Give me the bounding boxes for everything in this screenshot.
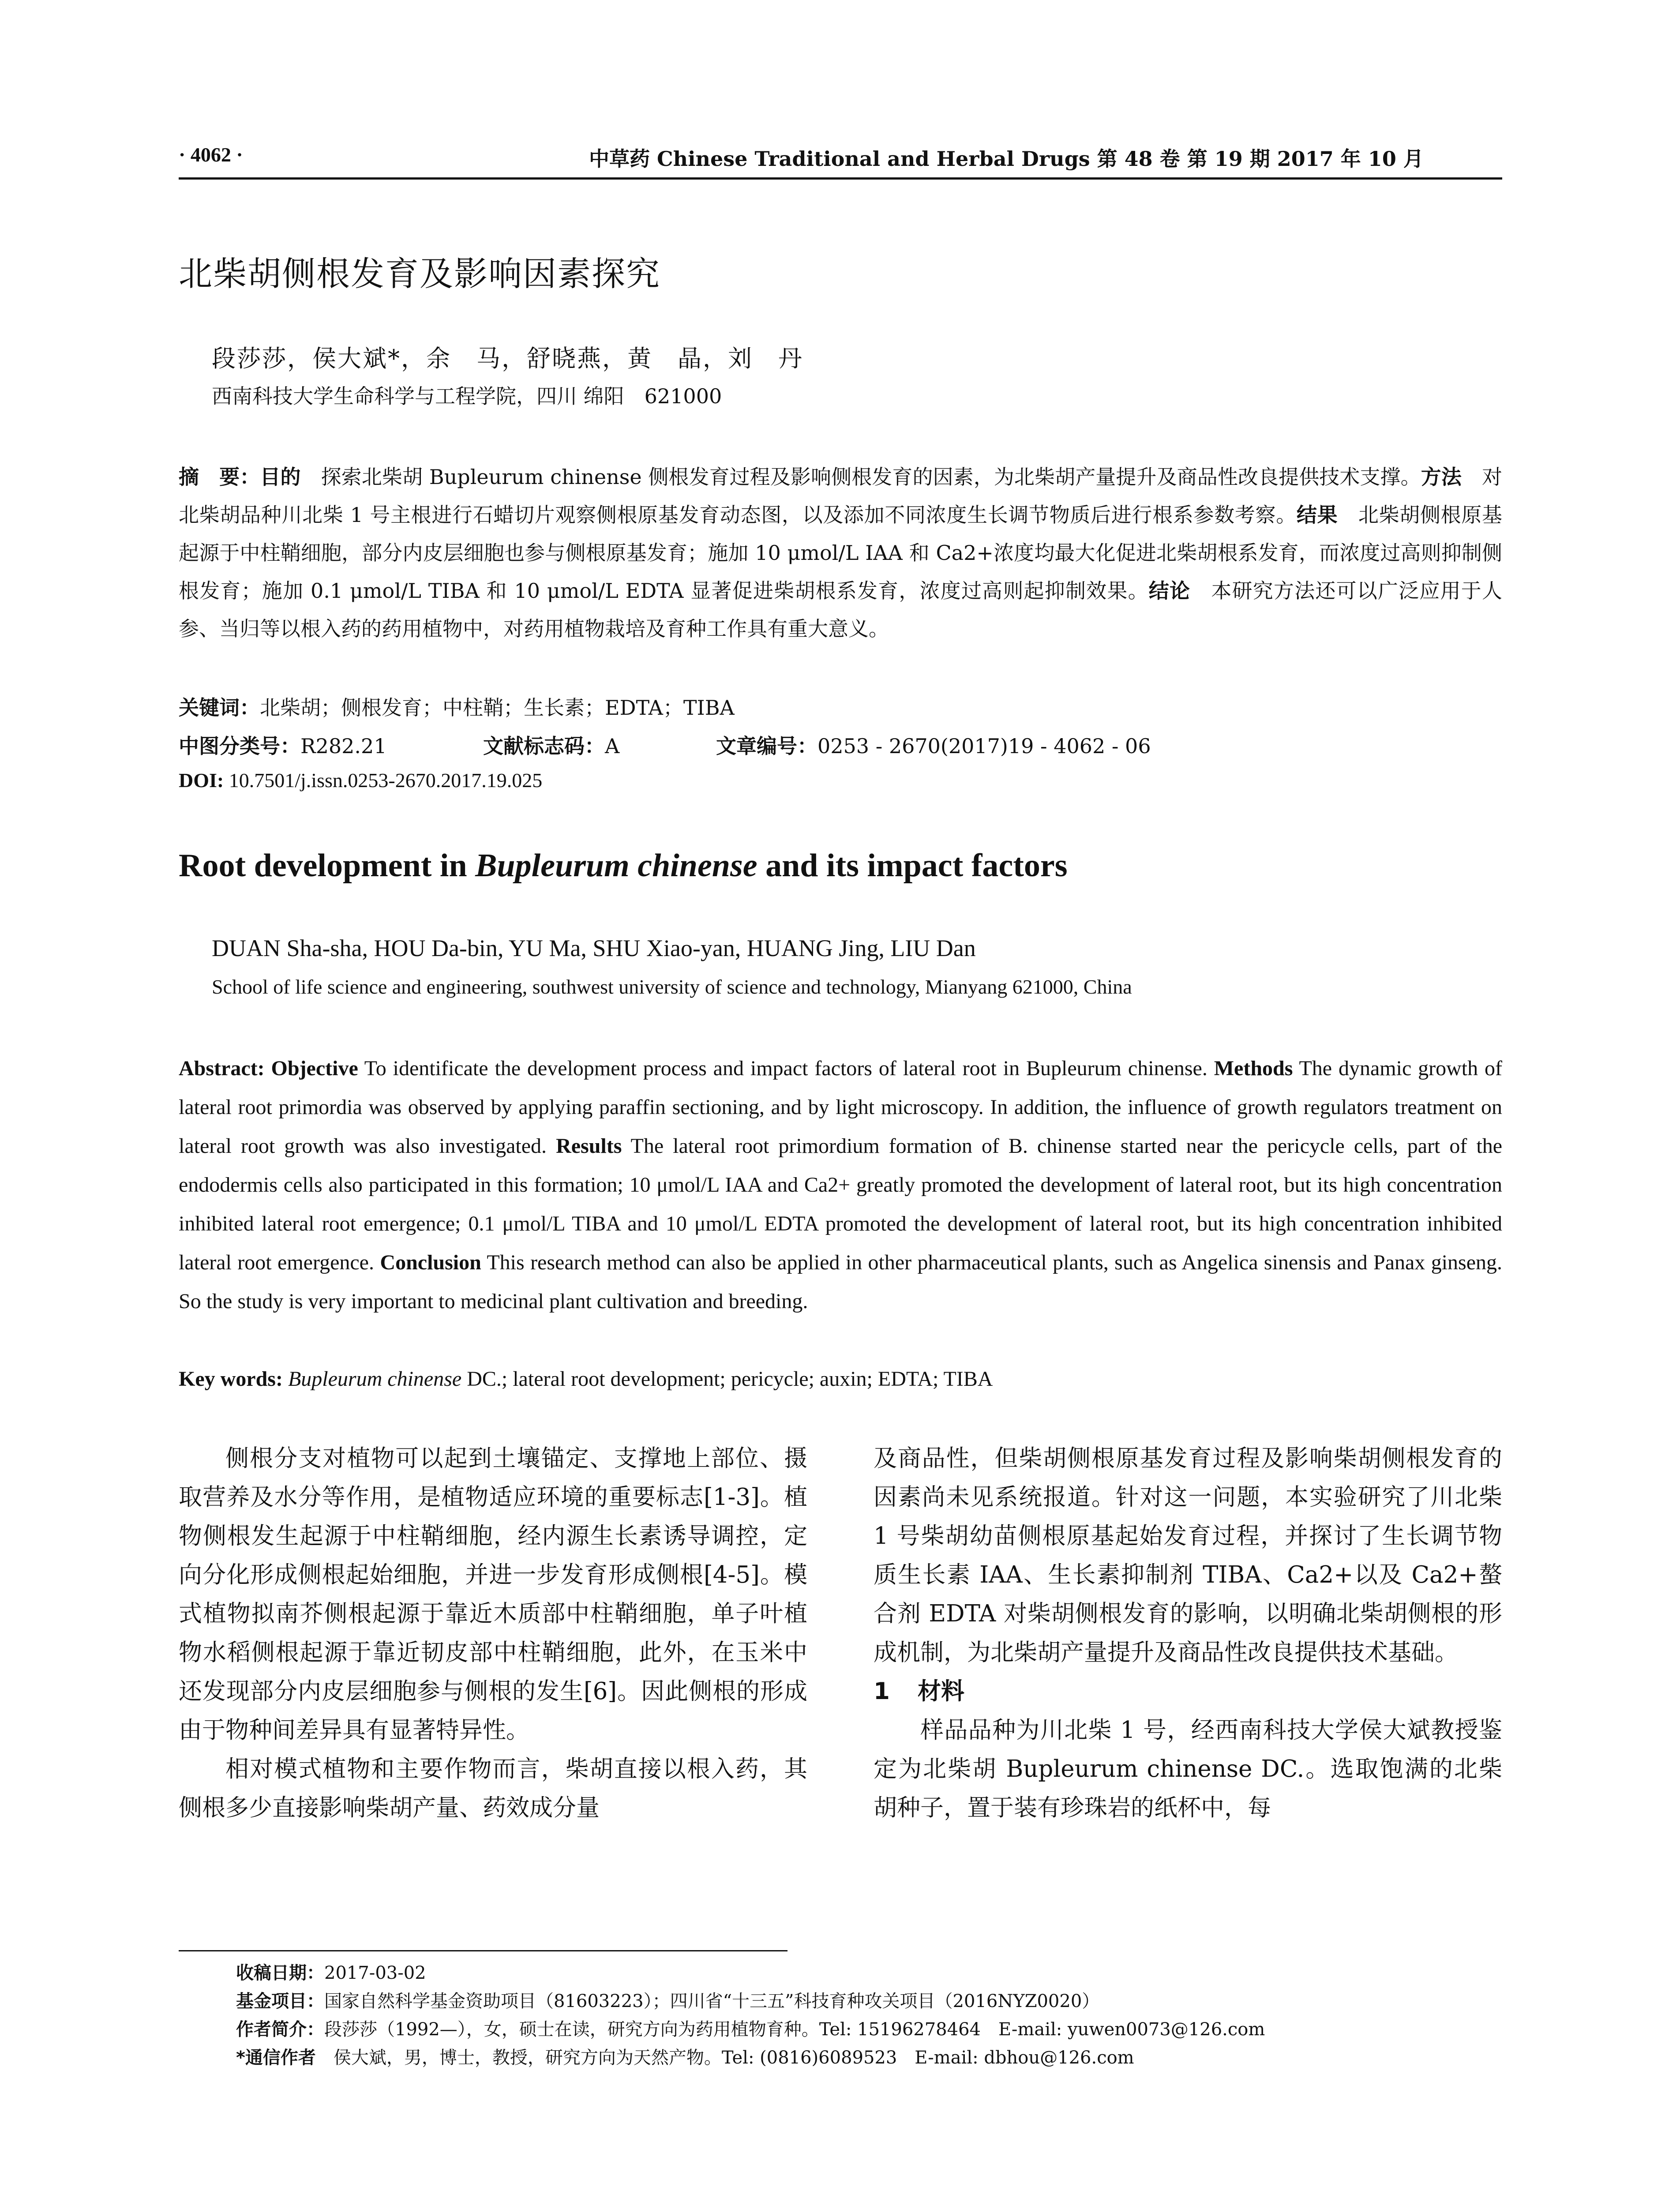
doi-label: DOI:: [179, 769, 224, 792]
body-paragraph-3: 样品品种为川北柴 1 号，经西南科技大学侯大斌教授鉴定为北柴胡 Bupleurum chinense DC.。选取饱满的北柴胡种子，置于装有珍珠岩的纸杯中，每: [874, 1717, 1502, 1821]
section-number: 1: [874, 1678, 890, 1705]
cn-affiliation: 西南科技大学生命科学与工程学院，四川 绵阳 621000: [212, 384, 722, 408]
en-results-label: Results: [556, 1134, 622, 1158]
footnote-received: [179, 1959, 1502, 1987]
en-keywords-rest: DC.; lateral root development; pericycle; auxin; EDTA; TIBA: [461, 1367, 993, 1391]
en-keywords: [179, 1367, 1502, 1391]
section-title: 材料: [918, 1678, 964, 1705]
body-paragraph-2-text: 相对模式植物和主要作物而言，柴胡直接以根入药，其侧根多少直接影响柴胡产量、药效成分量: [179, 1756, 807, 1821]
received-date: 2017-03-02: [324, 1963, 426, 1983]
doccode-cell: [483, 730, 619, 759]
body-column-right: [874, 1439, 1502, 1827]
cn-conclusion-label: 结论: [1148, 579, 1191, 603]
doi-link[interactable]: 10.7501/j.issn.0253-2670.2017.19.025: [224, 769, 543, 792]
received-label: 收稿日期：: [236, 1963, 324, 1983]
articleno-label: 文章编号：: [716, 734, 818, 758]
cn-results-label: 结果: [1296, 503, 1338, 527]
body-paragraph-2-start: [179, 1750, 807, 1827]
cn-keywords-text: 北柴胡；侧根发育；中柱鞘；生长素；EDTA；TIBA: [260, 696, 735, 720]
en-affiliation: School of life science and engineering, southwest university of science and technology, Mianyang 621000, China: [212, 975, 1132, 998]
en-title-species: Bupleurum chinense: [475, 848, 758, 884]
author-label: 作者简介：: [236, 2019, 324, 2040]
cn-results-text: 北柴胡侧根原基起源于中柱鞘细胞，部分内皮层细胞也参与侧根原基发育；施加 10 μmol/L IAA 和 Ca2+浓度均最大化促进北柴胡根系发育，而浓度过高则抑制侧根发育；施加 0.1 μmol/L TIBA 和 10 μmol/L EDTA 显著促进柴胡根系发育，浓度过高则起抑制效果。: [179, 503, 1503, 603]
clc-label: 中图分类号：: [179, 734, 300, 758]
fund-text: 国家自然科学基金资助项目（81603223）；四川省“十三五”科技育种攻关项目（2016NYZ0020）: [324, 1991, 1100, 2011]
running-header: [179, 140, 1502, 180]
clc-value: R282.21: [300, 734, 387, 758]
cn-objective-text: 探索北柴胡 Bupleurum chinense 侧根发育过程及影响侧根发育的因素，为北柴胡产量提升及商品性改良提供技术支撑。: [300, 465, 1421, 489]
doi-line: [179, 769, 542, 792]
cn-objective-label: 目的: [260, 465, 301, 489]
clc-cell: [179, 730, 387, 759]
en-keywords-species: Bupleurum chinense: [288, 1367, 462, 1391]
corresponding-text: 侯大斌，男，博士，教授，研究方向为天然产物。Tel: (0816)6089523 E-mail: dbhou@126.com: [315, 2048, 1134, 2068]
cn-abstract-label: 摘 要：: [179, 465, 260, 489]
en-methods-text: The dynamic growth of lateral root primordia was observed by applying paraffin sectioning, and by light microscopy. In addition, the influence of growth regulators treatment on lateral root growth was also investigated.: [179, 1057, 1503, 1158]
en-title-post: and its impact factors: [757, 848, 1068, 884]
author-text: 段莎莎（1992—），女，硕士在读，研究方向为药用植物育种。Tel: 15196278464 E-mail: yuwen0073@126.com: [324, 2019, 1265, 2040]
articleno-cell: [716, 730, 1151, 759]
header-rule: [179, 177, 1502, 180]
cn-conclusion-text: 本研究方法还可以广泛应用于人参、当归等以根入药的药用植物中，对药用植物栽培及育种工作具有重大意义。: [179, 579, 1503, 641]
articleno-value: 0253 - 2670(2017)19 - 4062 - 06: [818, 734, 1151, 758]
footnote-fund: [179, 1987, 1502, 2015]
corresponding-label: *通信作者: [236, 2048, 316, 2068]
cn-title: 北柴胡侧根发育及影响因素探究: [179, 254, 660, 293]
footnote-rule: [179, 1950, 788, 1951]
cn-classification-row: [179, 730, 1502, 757]
page-number: · 4062 ·: [179, 143, 243, 166]
cn-abstract: [179, 458, 1502, 648]
en-title: [179, 847, 1068, 885]
en-abstract-label: Abstract: Objective: [179, 1057, 358, 1080]
cn-keywords: [179, 692, 1502, 721]
journal-line: 中草药 Chinese Traditional and Herbal Drugs 第 48 卷 第 19 期 2017 年 10 月: [589, 147, 1424, 171]
footnotes: [179, 1959, 1502, 2072]
body-column-left: [179, 1439, 807, 1827]
cn-authors: 段莎莎，侯大斌*，余 马，舒晓燕，黄 晶，刘 丹: [212, 345, 803, 372]
doccode-value: A: [605, 734, 620, 758]
en-results-text: The lateral root primordium formation of B. chinense started near the pericycle cells, part of the endodermis cells also participated in this formation; 10 μmol/L IAA and Ca2+ greatly promoted the development of lateral root, but its high concentration inhibited lateral root emergence; 0.1 μmol/L TIBA and 10 μmol/L EDTA promoted the development of lateral root, but its high concentration inhibited lateral root emergence.: [179, 1134, 1502, 1274]
doccode-label: 文献标志码：: [483, 734, 605, 758]
en-conclusion-label: Conclusion: [380, 1251, 481, 1274]
en-conclusion-text: This research method can also be applied in other pharmaceutical plants, such as Angelica sinensis and Panax ginseng. So the study is very important to medicinal plant cultivation and breeding.: [179, 1251, 1503, 1313]
en-objective-text: To identificate the development process and impact factors of lateral root in Bupleurum chinense.: [358, 1057, 1208, 1080]
cn-methods-text: 对北柴胡品种川北柴 1 号主根进行石蜡切片观察侧根原基发育动态图，以及添加不同浓度生长调节物质后进行根系参数考察。: [179, 465, 1503, 527]
en-methods-label: Methods: [1214, 1057, 1293, 1080]
en-keywords-label: Key words:: [179, 1367, 283, 1391]
cn-methods-label: 方法: [1421, 465, 1462, 489]
footnote-corresponding: [179, 2044, 1502, 2072]
body-paragraph-2-continued: 及商品性，但柴胡侧根原基发育过程及影响柴胡侧根发育的因素尚未见系统报道。针对这一问题，本实验研究了川北柴 1 号柴胡幼苗侧根原基起始发育过程，并探讨了生长调节物质生长素 IAA、生长素抑制剂 TIBA、Ca2+以及 Ca2+螯合剂 EDTA 对柴胡侧根发育的影响，以明确北柴胡侧根的形成机制，为北柴胡产量提升及商品性改良提供技术基础。: [874, 1445, 1502, 1666]
en-authors: DUAN Sha-sha, HOU Da-bin, YU Ma, SHU Xiao-yan, HUANG Jing, LIU Dan: [212, 935, 976, 961]
body-paragraph-1: 侧根分支对植物可以起到土壤锚定、支撑地上部位、摄取营养及水分等作用，是植物适应环境的重要标志[1-3]。植物侧根发生起源于中柱鞘细胞，经内源生长素诱导调控，定向分化形成侧根起始细胞，并进一步发育形成侧根[4-5]。模式植物拟南芥侧根起源于靠近木质部中柱鞘细胞，单子叶植物水稻侧根起源于靠近韧皮部中柱鞘细胞，此外，在玉米中还发现部分内皮层细胞参与侧根的发生[6]。因此侧根的形成由于物种间差异具有显著特异性。: [179, 1445, 807, 1744]
cn-keywords-label: 关键词：: [179, 696, 260, 720]
en-abstract: [179, 1049, 1502, 1321]
fund-label: 基金项目：: [236, 1991, 324, 2011]
footnote-author: [179, 2015, 1502, 2044]
en-title-pre: Root development in: [179, 848, 476, 884]
section-heading-1: [874, 1672, 1502, 1711]
